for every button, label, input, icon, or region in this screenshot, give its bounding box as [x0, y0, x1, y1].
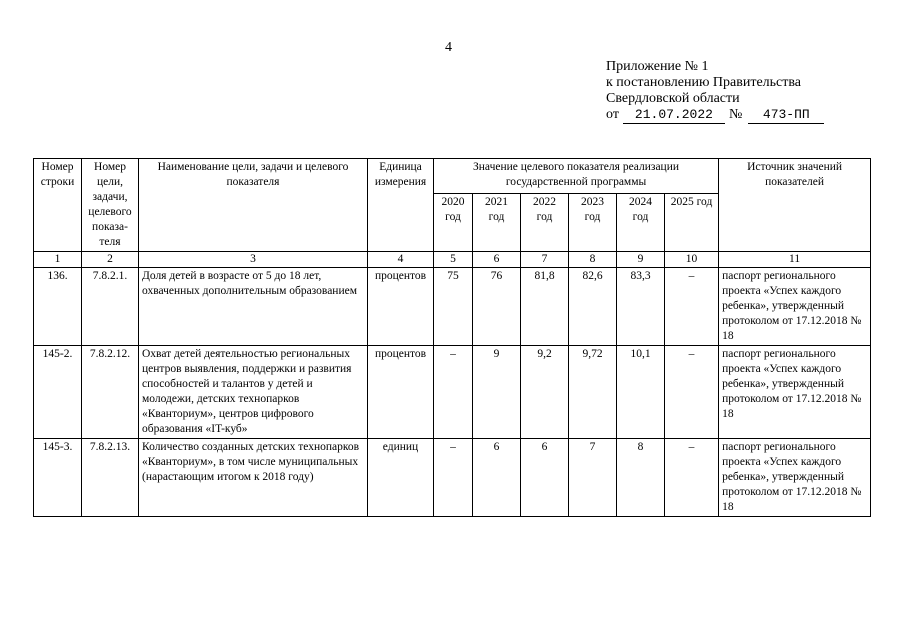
header-goal-no: Номер цели, задачи, целевого показа-теля — [82, 159, 139, 252]
header-row — [34, 159, 871, 194]
column-index: 11 — [719, 252, 871, 268]
goal-number: 7.8.2.13. — [82, 439, 139, 517]
header-year: 2020 год — [434, 194, 473, 252]
header-values-group: Значение целевого показателя реализации государственной программы — [434, 159, 719, 194]
appendix-date-line — [606, 107, 824, 124]
column-index: 7 — [521, 252, 569, 268]
value-2023: 7 — [569, 439, 617, 517]
column-index: 3 — [139, 252, 368, 268]
unit: процентов — [368, 268, 434, 346]
header-year: 2021 год — [473, 194, 521, 252]
unit: процентов — [368, 346, 434, 439]
from-label: от — [606, 107, 619, 122]
column-index: 9 — [617, 252, 665, 268]
table-row — [34, 439, 871, 517]
column-index: 4 — [368, 252, 434, 268]
table-row — [34, 268, 871, 346]
column-index: 5 — [434, 252, 473, 268]
indicator-name: Доля детей в возрасте от 5 до 18 лет, охваченных дополнительным образованием — [139, 268, 368, 346]
value-2022: 6 — [521, 439, 569, 517]
value-2021: 76 — [473, 268, 521, 346]
column-index-row — [34, 252, 871, 268]
value-2023: 9,72 — [569, 346, 617, 439]
header-year: 2025 год — [665, 194, 719, 252]
value-2024: 83,3 — [617, 268, 665, 346]
column-index: 2 — [82, 252, 139, 268]
value-2025: – — [665, 268, 719, 346]
value-2022: 9,2 — [521, 346, 569, 439]
table-row — [34, 346, 871, 439]
value-2020: – — [434, 439, 473, 517]
value-2020: – — [434, 346, 473, 439]
appendix-title: Приложение № 1 — [606, 59, 709, 74]
row-number: 145-3. — [34, 439, 82, 517]
value-2023: 82,6 — [569, 268, 617, 346]
column-index: 8 — [569, 252, 617, 268]
header-source: Источник значений показателей — [719, 159, 871, 252]
value-2021: 6 — [473, 439, 521, 517]
indicators-table — [33, 158, 871, 517]
column-index: 1 — [34, 252, 82, 268]
row-number: 145-2. — [34, 346, 82, 439]
resolution-date: 21.07.2022 — [623, 107, 725, 124]
unit: единиц — [368, 439, 434, 517]
value-2020: 75 — [434, 268, 473, 346]
header-year: 2024 год — [617, 194, 665, 252]
value-2024: 8 — [617, 439, 665, 517]
value-2025: – — [665, 439, 719, 517]
header-year: 2023 год — [569, 194, 617, 252]
goal-number: 7.8.2.1. — [82, 268, 139, 346]
row-number: 136. — [34, 268, 82, 346]
value-2024: 10,1 — [617, 346, 665, 439]
appendix-header — [606, 59, 824, 124]
indicator-name: Количество созданных детских технопарков «Кванториум», в том числе муниципальных (нарастающим итогом к 2018 году) — [139, 439, 368, 517]
column-index: 10 — [665, 252, 719, 268]
value-2022: 81,8 — [521, 268, 569, 346]
header-row-no: Номер строки — [34, 159, 82, 252]
value-2025: – — [665, 346, 719, 439]
resolution-number: 473-ПП — [748, 107, 824, 124]
header-name: Наименование цели, задачи и целевого показателя — [139, 159, 368, 252]
goal-number: 7.8.2.12. — [82, 346, 139, 439]
page-number: 4 — [445, 40, 452, 55]
indicator-name: Охват детей деятельностью региональных центров выявления, поддержки и развития способностей и талантов у детей и молодежи, детских технопарков «Кванториум», центров цифрового образования «IT-куб» — [139, 346, 368, 439]
number-label: № — [728, 107, 743, 122]
appendix-resolution: к постановлению Правительства — [606, 75, 802, 90]
source: паспорт регионального проекта «Успех каждого ребенка», утвержденный протоколом от 17.12.2018 № 18 — [719, 346, 871, 439]
appendix-region: Свердловской области — [606, 91, 740, 106]
header-year: 2022 год — [521, 194, 569, 252]
source: паспорт регионального проекта «Успех каждого ребенка», утвержденный протоколом от 17.12.2018 № 18 — [719, 439, 871, 517]
column-index: 6 — [473, 252, 521, 268]
source: паспорт регионального проекта «Успех каждого ребенка», утвержденный протоколом от 17.12.2018 № 18 — [719, 268, 871, 346]
header-unit: Единица измерения — [368, 159, 434, 252]
value-2021: 9 — [473, 346, 521, 439]
